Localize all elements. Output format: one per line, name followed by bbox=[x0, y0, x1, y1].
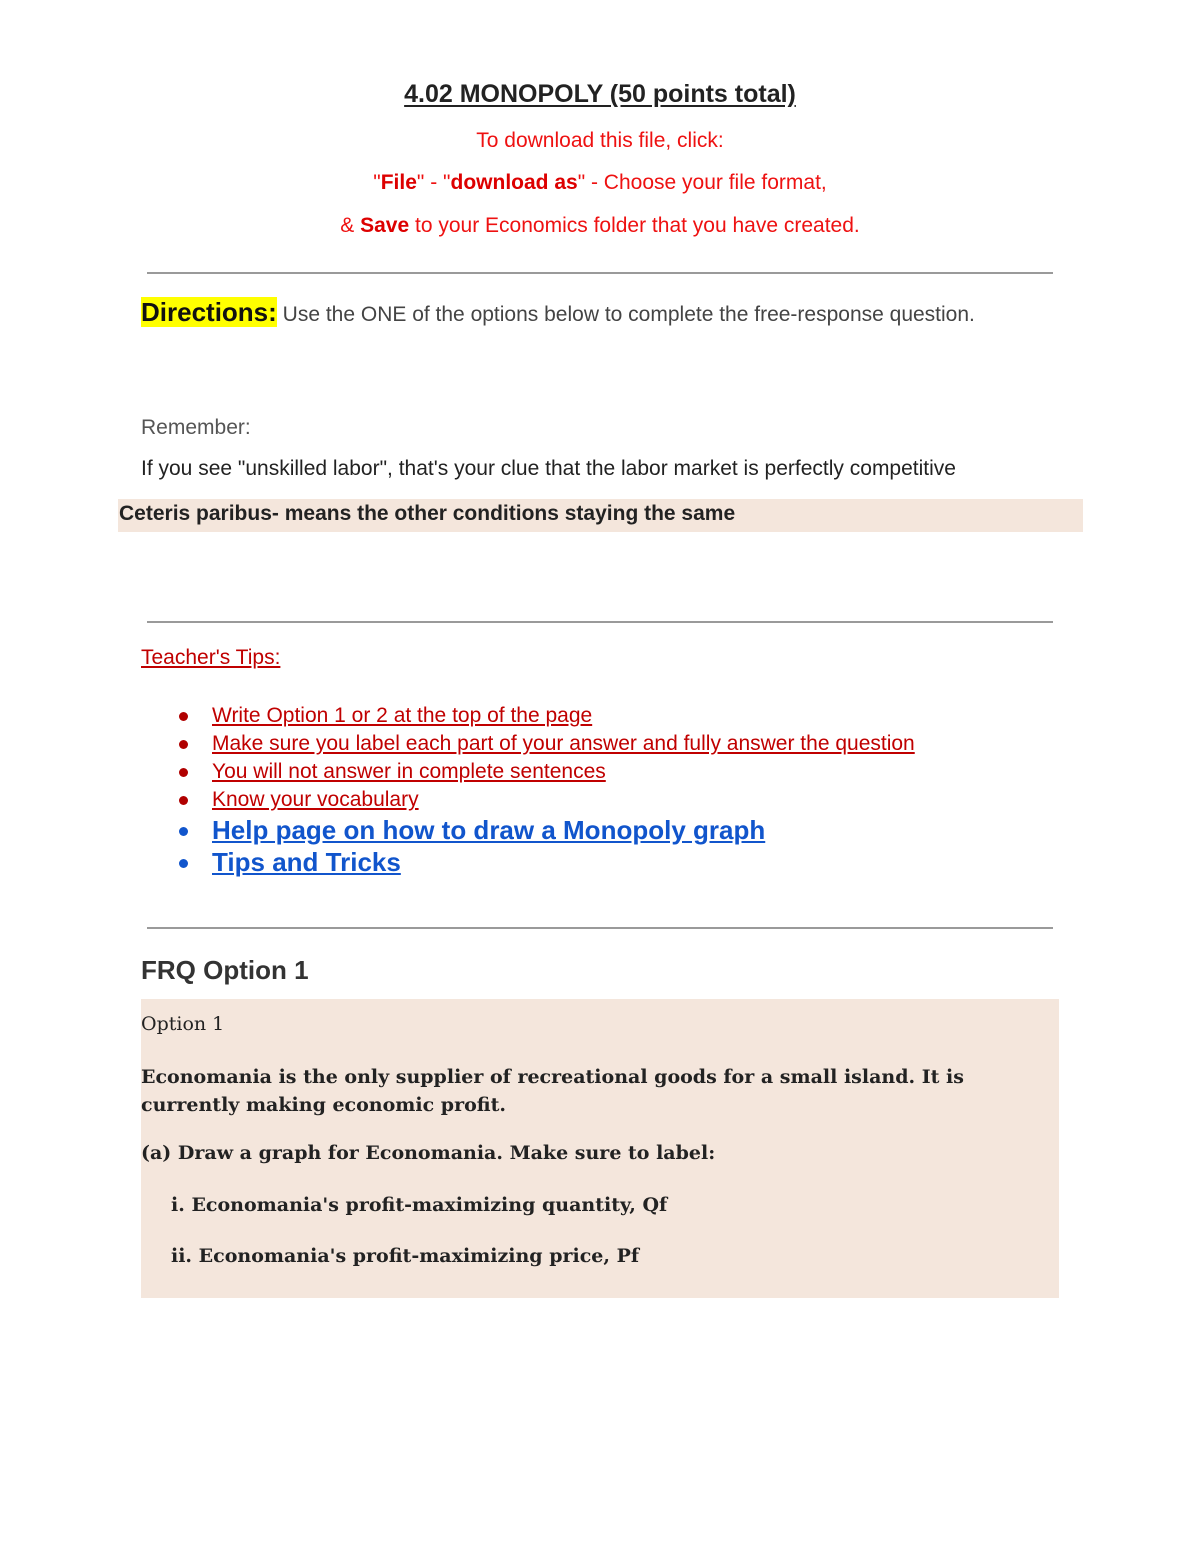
directions-text: Use the ONE of the options below to complete the free-response question. bbox=[276, 303, 975, 326]
unskilled-labor-clue: If you see "unskilled labor", that's your clue that the labor market is perfectly competitive bbox=[141, 457, 956, 480]
directions-paragraph bbox=[141, 298, 1041, 329]
teachers-tips-heading: Teacher's Tips: bbox=[141, 646, 281, 669]
divider bbox=[147, 272, 1053, 274]
bullet-icon bbox=[179, 827, 188, 836]
save-folder-text: to your Economics folder that you have created. bbox=[409, 214, 860, 237]
page-title: 4.02 MONOPOLY (50 points total) bbox=[404, 80, 796, 108]
download-instruction-line-3 bbox=[0, 214, 1200, 238]
divider bbox=[147, 927, 1053, 929]
tip-text: Know your vocabulary bbox=[212, 788, 419, 811]
list-item bbox=[177, 846, 915, 878]
divider bbox=[147, 621, 1053, 623]
ampersand: & bbox=[340, 214, 361, 237]
list-item bbox=[177, 814, 915, 846]
tip-text: Make sure you label each part of your answer and fully answer the question bbox=[212, 732, 915, 755]
file-menu-label: File bbox=[380, 171, 417, 194]
ceteris-paribus-text: Ceteris paribus- means the other conditions staying the same bbox=[119, 502, 736, 525]
ceteris-paribus-box bbox=[118, 499, 1083, 532]
tip-text: You will not answer in complete sentences bbox=[212, 760, 606, 783]
bullet-icon bbox=[179, 712, 188, 721]
bullet-icon bbox=[179, 740, 188, 749]
tips-and-tricks-link[interactable]: Tips and Tricks bbox=[212, 847, 401, 877]
download-as-label: download as bbox=[450, 171, 578, 194]
monopoly-graph-help-link[interactable]: Help page on how to draw a Monopoly graph bbox=[212, 815, 766, 845]
save-label: Save bbox=[360, 214, 410, 237]
list-item bbox=[177, 758, 915, 786]
remember-label: Remember: bbox=[141, 416, 251, 439]
quote-separator: " - " bbox=[416, 171, 451, 194]
frq-option-heading: FRQ Option 1 bbox=[141, 955, 309, 985]
choose-format-text: " - Choose your file format, bbox=[577, 171, 827, 194]
bullet-icon bbox=[179, 796, 188, 805]
directions-label: Directions: bbox=[141, 297, 277, 327]
list-item bbox=[177, 730, 915, 758]
bullet-icon bbox=[179, 859, 188, 868]
quote-open: " bbox=[373, 171, 381, 194]
option-label: Option 1 bbox=[141, 1013, 225, 1035]
tip-text: Write Option 1 or 2 at the top of the page bbox=[212, 704, 593, 727]
download-instruction-line-2 bbox=[0, 171, 1200, 195]
teachers-tips-list bbox=[177, 702, 915, 878]
bullet-icon bbox=[179, 768, 188, 777]
frq-part-a: (a) Draw a graph for Economania. Make sure to label: bbox=[141, 1142, 716, 1164]
list-item bbox=[177, 786, 915, 814]
frq-part-a-i: i. Economania's profit-maximizing quantity, Qf bbox=[171, 1194, 668, 1216]
list-item bbox=[177, 702, 915, 730]
frq-question-box bbox=[141, 999, 1059, 1298]
frq-prompt: Economania is the only supplier of recreational goods for a small island. It is currently making economic profit. bbox=[141, 1066, 964, 1116]
frq-part-a-ii: ii. Economania's profit-maximizing price, Pf bbox=[171, 1245, 640, 1267]
download-instruction-line-1: To download this file, click: bbox=[476, 129, 724, 152]
